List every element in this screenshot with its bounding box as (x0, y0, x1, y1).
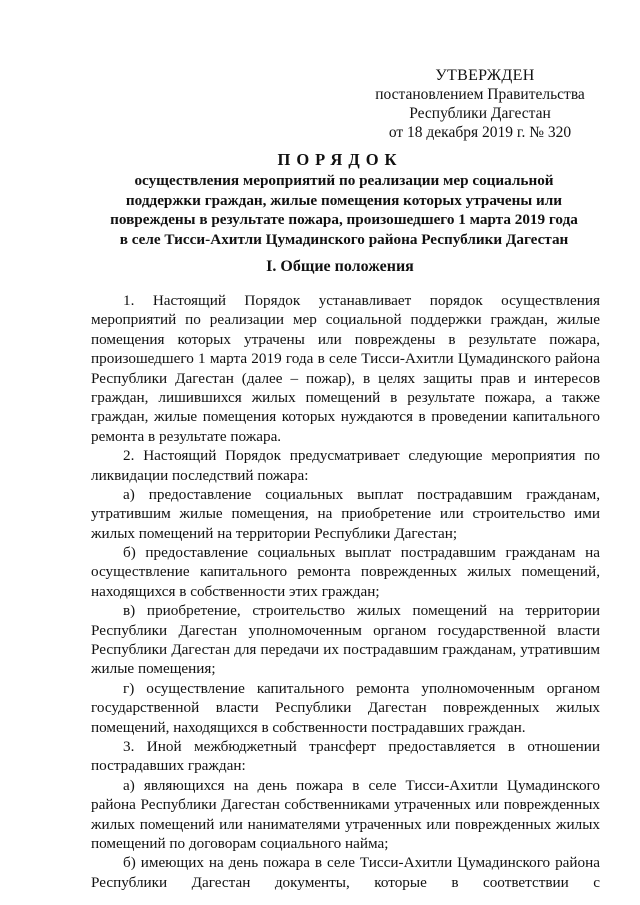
subtitle-line: поддержки граждан, жилые помещения которых утрачены или (125, 191, 563, 209)
body-line: мероприятий по реализации мер социальной поддержки граждан, жилые (91, 311, 600, 329)
body-line: в) приобретение, строительство жилых помещений на территории (123, 602, 600, 620)
section-heading: I. Общие положения (266, 258, 414, 275)
body-line: утратившим жилые помещения, на приобретение или строительство ими (91, 505, 600, 523)
body-line: 2. Настоящий Порядок предусматривает следующие мероприятия по (123, 447, 600, 465)
body-line: жилых помещений или нанимателями утраченных или поврежденных жилых (91, 815, 600, 833)
body-line: осуществление капитального ремонта поврежденных жилых помещений, (91, 563, 600, 581)
body-line: граждан, лишившихся жилых помещений в результате пожара, а также (91, 388, 600, 406)
body-line: а) предоставление социальных выплат пострадавшим гражданам, (123, 485, 600, 503)
body-line: жилые помещения; (91, 660, 216, 678)
body-line: ремонта в результате пожара. (91, 427, 282, 445)
document-body (91, 291, 600, 892)
body-line: государственной власти Республики Дагестан поврежденных жилых (91, 699, 600, 717)
body-line: 1. Настоящий Порядок устанавливает порядок осуществления (123, 292, 600, 309)
approval-line: постановлением Правительства (375, 86, 585, 103)
body-line: находящихся в собственности этих граждан; (91, 582, 380, 600)
body-line: района Республики Дагестан собственниками утраченных или поврежденных (91, 796, 600, 814)
body-line: Республики Дагестан уполномоченным органом государственной власти (91, 621, 600, 639)
body-line: помещений, находящихся в собственности пострадавших граждан. (91, 718, 526, 736)
body-line: жилых помещений на территории Республики Дагестан; (91, 524, 458, 542)
body-line: Республики Дагестан (далее – пожар), в целях защиты прав и интересов (91, 369, 600, 387)
body-line: Республики Дагестан документы, которые в соответствии с (91, 873, 600, 891)
body-line: помещений по договорам социального найма; (91, 834, 389, 852)
body-line: б) имеющих на день пожара в селе Тисси-Ахитли Цумадинского района (123, 854, 600, 872)
document-title: ПОРЯДОК (277, 150, 403, 169)
body-line: произошедшего 1 марта 2019 года в селе Тисси-Ахитли Цумадинского района (91, 350, 600, 368)
body-line: б) предоставление социальных выплат пострадавшим гражданам на (123, 544, 600, 562)
body-line: помещения которых утрачены или повреждены в результате пожара, (91, 330, 600, 348)
body-line: граждан, жилые помещения которых нуждаются в проведении капитального (91, 408, 600, 426)
body-line: пострадавших граждан: (91, 757, 246, 775)
subtitle-line: повреждены в результате пожара, произошедшего 1 марта 2019 года (110, 211, 578, 228)
body-line: а) являющихся на день пожара в селе Тисси-Ахитли Цумадинского (123, 776, 600, 794)
subtitle-line: осуществления мероприятий по реализации мер социальной (134, 172, 554, 189)
approval-title: УТВЕРЖДЕН (435, 67, 535, 84)
body-line: ликвидации последствий пожара: (91, 466, 309, 484)
approval-block (360, 66, 600, 142)
approval-line: Республики Дагестан (409, 105, 551, 122)
approval-date: от 18 декабря 2019 г. № 320 (388, 124, 572, 141)
document-subtitle (80, 171, 608, 249)
body-line: г) осуществление капитального ремонта уполномоченным органом (123, 679, 600, 697)
body-line: 3. Иной межбюджетный трансферт предоставляется в отношении (123, 737, 600, 755)
body-line: Республики Дагестан для передачи их пострадавшим гражданам, утратившим (91, 641, 600, 659)
subtitle-line: в селе Тисси-Ахитли Цумадинского района Республики Дагестан (119, 230, 569, 248)
